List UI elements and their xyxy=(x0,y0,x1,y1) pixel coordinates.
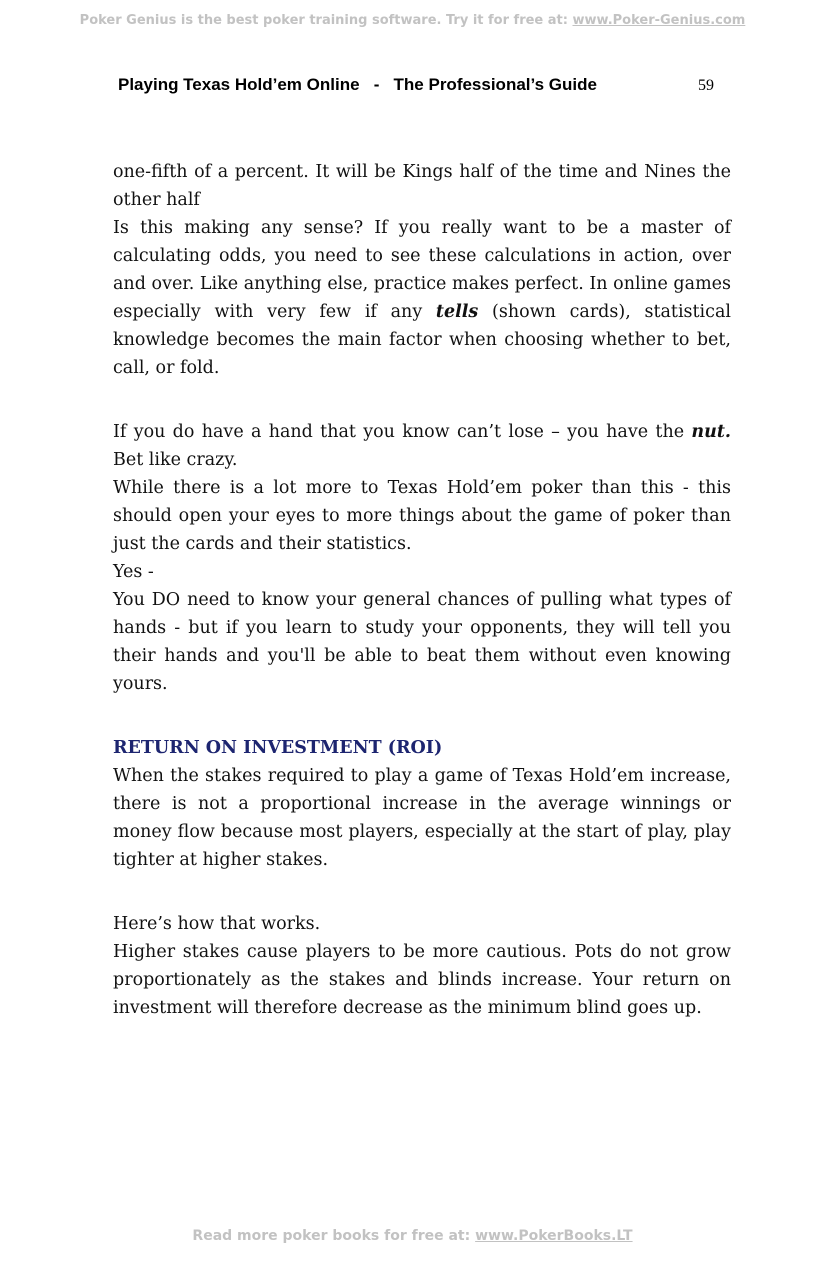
emphasis-tells: tells xyxy=(435,302,479,322)
paragraph: Higher stakes cause players to be more cautious. Pots do not grow proportionately as the stakes and blinds increase. Your return on investment will therefore decrease as the minimum blind goes up. xyxy=(113,942,731,1018)
paragraph: When the stakes required to play a game of Texas Hold’em increase, there is not a proportional increase in the average winnings or money flow because most players, especially at the start of play, play tighter at higher stakes. xyxy=(113,766,731,870)
promo-banner-top xyxy=(0,13,825,28)
running-header xyxy=(118,75,718,97)
paragraph: If you do have a hand that you know can’t lose – you have the nut. Bet like crazy. xyxy=(113,422,731,470)
emphasis-nut: nut. xyxy=(691,422,731,442)
paragraph: While there is a lot more to Texas Hold’em poker than this - this should open your eyes to more things about the game of poker than just the cards and their statistics. xyxy=(113,478,731,554)
pokerbooks-link[interactable]: www.PokerBooks.LT xyxy=(475,1228,633,1244)
paragraph: Here’s how that works. xyxy=(113,914,321,934)
paragraph: You DO need to know your general chances of pulling what types of hands - but if you learn to study your opponents, they will tell you their hands and you'll be able to beat them without even knowing yours. xyxy=(113,590,731,694)
page-number: 59 xyxy=(698,77,714,94)
book-title: Playing Texas Hold’em Online - The Professional’s Guide xyxy=(118,75,597,94)
page-body xyxy=(113,158,731,1022)
promo-banner-text: Read more poker books for free at: xyxy=(192,1228,476,1244)
paragraph: Is this making any sense? If you really want to be a master of calculating odds, you need to see these calculations in action, over and over. Like anything else, practice makes perfect. In online games especially with very few if any tells (shown cards), statistical knowledge becomes the main factor when choosing whether to bet, call, or fold. xyxy=(113,218,731,378)
paragraph: Yes - xyxy=(113,562,154,582)
poker-genius-link[interactable]: www.Poker-Genius.com xyxy=(572,13,746,28)
promo-banner-text: Poker Genius is the best poker training software. Try it for free at: xyxy=(79,13,573,28)
paragraph: one-fifth of a percent. It will be Kings half of the time and Nines the other half xyxy=(113,162,731,210)
promo-banner-bottom xyxy=(0,1228,825,1244)
section-heading: RETURN ON INVESTMENT (ROI) xyxy=(113,738,443,758)
